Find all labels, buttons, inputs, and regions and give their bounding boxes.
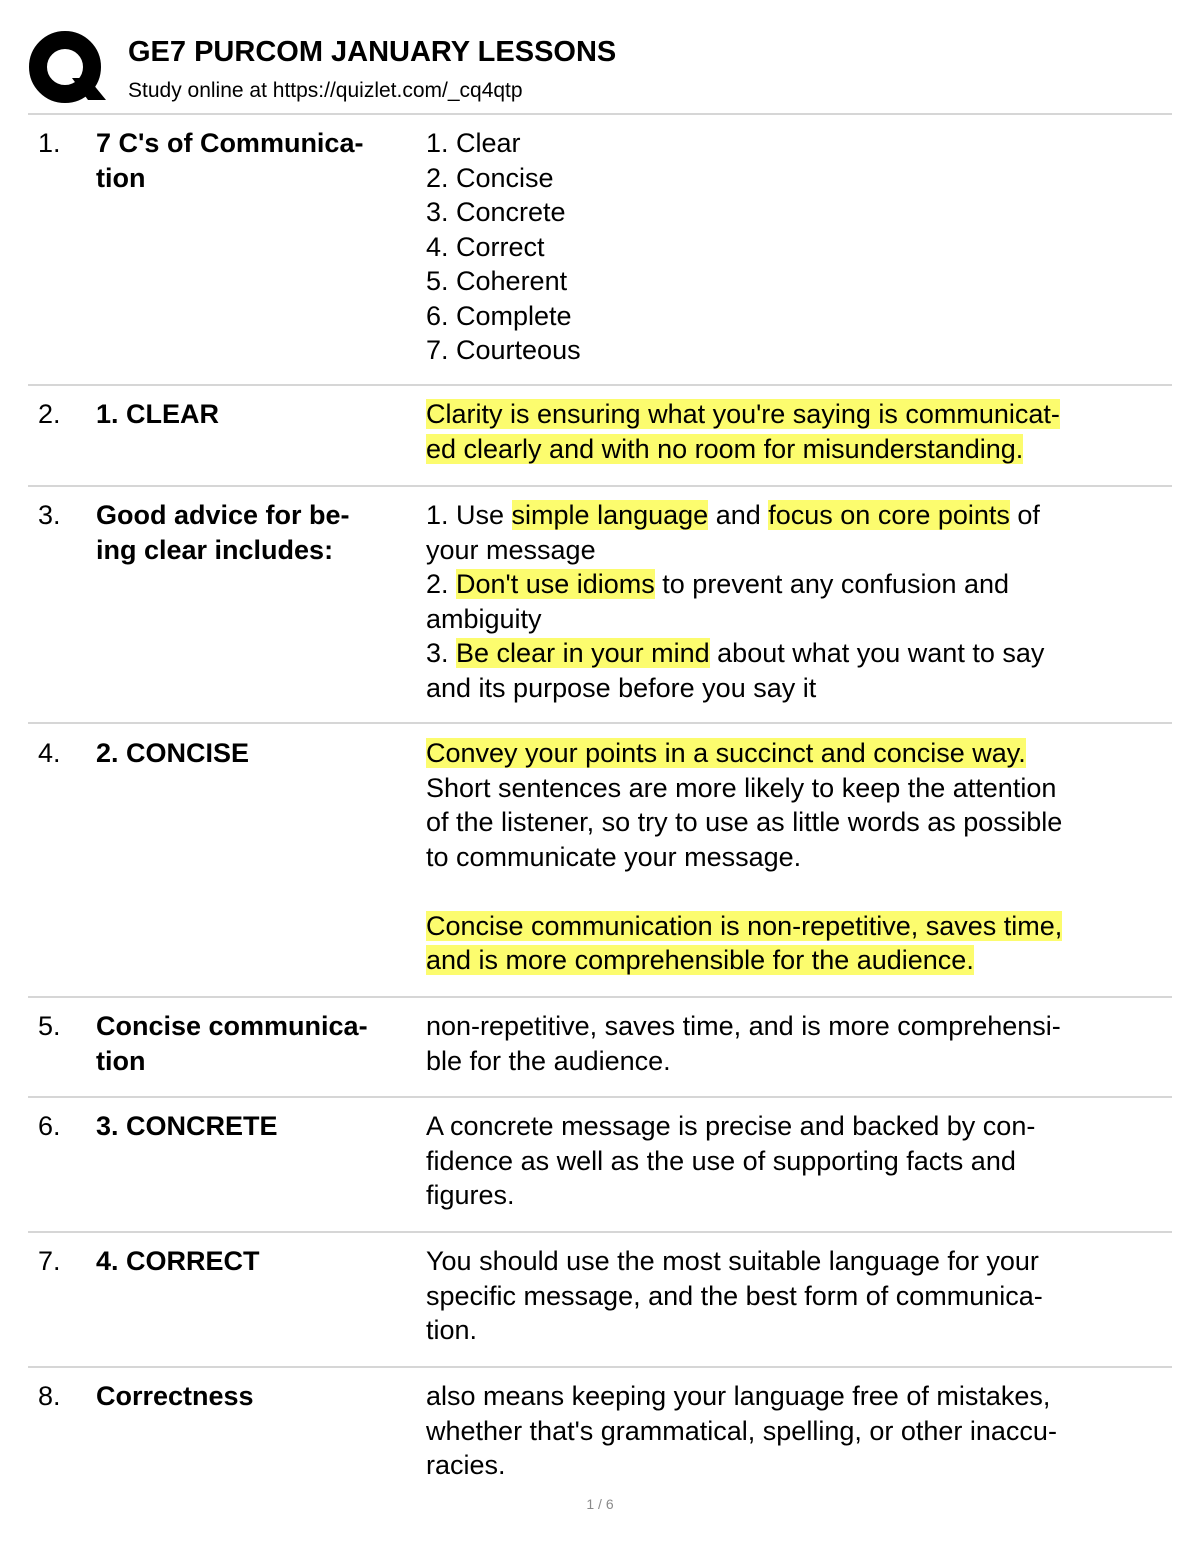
card-definition-line [426,498,1166,533]
card-term-line: 3. CONCRETE [96,1111,278,1141]
definition-text: and its purpose before you say it [426,672,817,703]
card-definition-line [426,1244,1166,1279]
highlighted-text: Concise communication is non-repetitive, saves time, [426,910,1063,941]
definition-text: to prevent any confusion and [654,569,1010,599]
definition-text: 3. Concrete [426,197,566,227]
card-number: 4. [38,738,61,768]
card-number: 5. [38,1011,61,1041]
blank-line [426,874,1166,909]
card-definition-line [426,1144,1166,1179]
definition-text: 7. Courteous [426,335,581,365]
highlighted-text: Don't use idioms [456,569,655,599]
definition-text: non-repetitive, saves time, and is more comprehensi- [426,1011,1061,1041]
definition-text: of the listener, so try to use as little words as possible [426,807,1063,837]
card-number: 6. [38,1111,61,1141]
card-number: 8. [38,1381,61,1411]
definition-text: 4. Correct [426,231,545,262]
card-definition [426,1009,1166,1078]
definition-text: 6. Complete [426,300,572,331]
card-term [96,1109,416,1144]
study-online-line [128,79,523,103]
card-term [96,1379,416,1414]
card-definition-line [426,432,1166,467]
card-term-line: 2. CONCISE [96,738,250,768]
card-term [96,1244,416,1279]
definition-text: whether that's grammatical, spelling, or other inaccu- [426,1415,1057,1446]
card-definition-line [426,1178,1166,1213]
card-term [96,126,416,195]
card-definition-line [426,671,1166,706]
card-definition-line [426,195,1166,230]
highlighted-text: Clarity is ensuring what you're saying is communicat- [426,399,1060,429]
divider [28,113,1172,115]
card-number: 2. [38,399,61,429]
card-definition [426,126,1166,368]
definition-text: 3. [426,638,457,668]
highlighted-text: Be clear in your mind [456,638,710,668]
card-term-line: 1. CLEAR [96,399,220,429]
card-definition-line [426,1313,1166,1348]
card-definition-line [426,1379,1166,1414]
definition-text: 5. Coherent [426,266,568,296]
definition-text: to communicate your message. [426,841,802,872]
card-term-line: Correctness [96,1381,254,1411]
highlighted-text: and is more comprehensible for the audience. [426,945,974,975]
card-definition-line [426,333,1166,368]
card-term [96,736,416,771]
card-definition [426,736,1166,978]
definition-text: your message [426,534,596,565]
highlighted-text: Convey your points in a succinct and concise way. [426,738,1026,768]
page-indicator: 1 / 6 [586,1496,614,1512]
card-term-line: tion [96,1045,146,1076]
card-definition-line [426,1448,1166,1483]
card-definition-line [426,397,1166,432]
definition-text: specific message, and the best form of communica- [426,1280,1043,1311]
divider [28,996,1172,998]
card-definition [426,397,1166,466]
card-definition [426,498,1166,705]
definition-text: You should use the most suitable language for your [426,1246,1039,1276]
definition-text: about what you want to say [709,638,1045,668]
card-number: 1. [38,128,61,158]
study-online-label: Study online at [128,79,273,102]
page-title: GE7 PURCOM JANUARY LESSONS [128,36,617,68]
definition-text: Short sentences are more likely to keep the attention [426,772,1057,803]
highlighted-text: simple language [511,500,709,530]
card-definition-line [426,636,1166,671]
divider [28,1366,1172,1368]
definition-text: 2. Concise [426,162,554,193]
quizlet-q-logo-icon [28,30,108,106]
divider [28,1096,1172,1098]
card-term-line: ing clear includes: [96,534,334,565]
card-definition-line [426,602,1166,637]
card-number: 7. [38,1246,61,1276]
definition-text: ble for the audience. [426,1045,671,1076]
card-definition-line [426,840,1166,875]
definition-text: figures. [426,1180,515,1210]
definition-text: fidence as well as the use of supporting facts and [426,1145,1016,1176]
card-definition-line [426,126,1166,161]
card-term-line: Good advice for be- [96,500,350,530]
card-term [96,1009,416,1078]
card-definition-line [426,805,1166,840]
definition-text: and [708,500,769,530]
highlighted-text: ed clearly and with no room for misunderstanding. [426,433,1024,464]
page-header [28,30,1172,110]
card-definition [426,1379,1166,1483]
card-definition [426,1244,1166,1348]
card-number: 3. [38,500,61,530]
card-term [96,498,416,567]
divider [28,722,1172,724]
card-definition-line [426,736,1166,771]
definition-text: 1. Use [426,500,512,530]
definition-text: tion. [426,1315,478,1345]
definition-text: A concrete message is precise and backed by con- [426,1111,1036,1141]
definition-text: also means keeping your language free of mistakes, [426,1381,1051,1411]
card-term-line: 7 C's of Communica- [96,128,364,158]
card-definition-line [426,264,1166,299]
card-definition [426,1109,1166,1213]
card-definition-line [426,1414,1166,1449]
card-definition-line [426,299,1166,334]
divider [28,485,1172,487]
definition-text: racies. [426,1450,506,1480]
card-term-line: 4. CORRECT [96,1246,260,1276]
quizlet-link[interactable]: https://quizlet.com/_cq4qtp [272,79,523,102]
card-term-line: Concise communica- [96,1011,368,1041]
card-definition-line [426,230,1166,265]
card-definition-line [426,1044,1166,1079]
definition-text: 1. Clear [426,128,521,158]
card-definition-line [426,1009,1166,1044]
definition-text: of [1009,500,1040,530]
divider [28,384,1172,386]
card-definition-line [426,1109,1166,1144]
card-definition-line [426,161,1166,196]
definition-text: ambiguity [426,603,542,634]
card-term [96,397,416,432]
card-definition-line [426,943,1166,978]
card-definition-line [426,1279,1166,1314]
highlighted-text: focus on core points [768,500,1010,530]
divider [28,1231,1172,1233]
card-definition-line [426,533,1166,568]
card-definition-line [426,909,1166,944]
card-definition-line [426,771,1166,806]
card-term-line: tion [96,162,146,193]
definition-text: 2. [426,569,457,599]
card-definition-line [426,567,1166,602]
